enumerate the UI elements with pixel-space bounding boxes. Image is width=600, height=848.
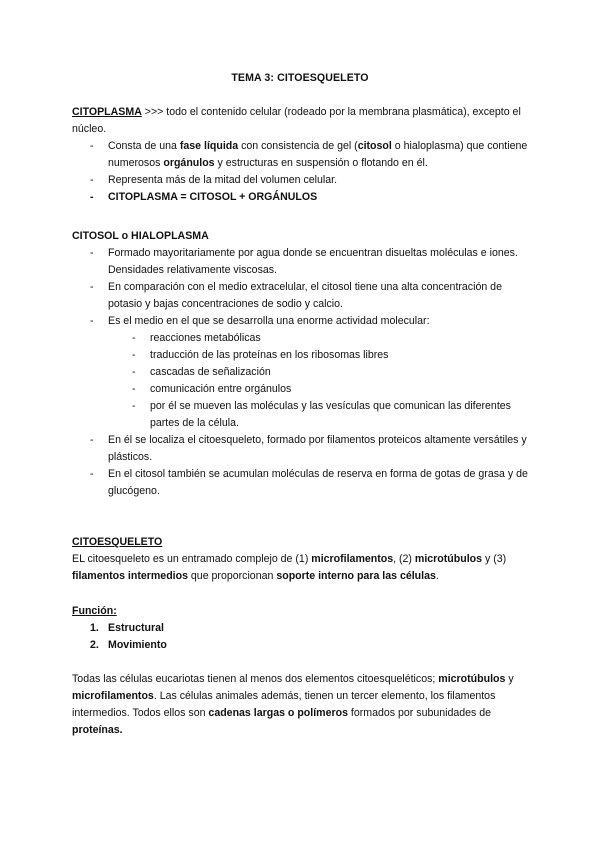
citoplasma-intro: CITOPLASMA >>> todo el contenido celular (rodeado por la membrana plasmática), excepto el núcleo. bbox=[72, 106, 521, 135]
citoesqueleto-paragraph: EL citoesqueleto es un entramado complejo de (1) microfilamentos, (2) microtúbulos y (3) filamentos intermedios que proporcionan soporte interno para las células. bbox=[72, 553, 507, 582]
section-citoesqueleto bbox=[72, 534, 532, 585]
list-item: - cascadas de señalización bbox=[72, 364, 532, 381]
citoplasma-heading: CITOPLASMA bbox=[72, 106, 142, 118]
document-title: TEMA 3: CITOESQUELETO bbox=[231, 72, 369, 84]
section-citoplasma bbox=[72, 104, 532, 206]
section-funcion bbox=[72, 603, 532, 654]
citoesqueleto-heading: CITOESQUELETO bbox=[72, 536, 163, 548]
citosol-list-2 bbox=[72, 432, 532, 500]
section-citosol bbox=[72, 228, 532, 500]
list-item: 2. Movimiento bbox=[90, 639, 167, 651]
list-item: - CITOPLASMA = CITOSOL + ORGÁNULOS bbox=[72, 189, 532, 206]
funcion-list bbox=[72, 620, 532, 654]
citosol-list bbox=[72, 245, 532, 330]
section-final bbox=[72, 671, 532, 739]
list-item: - En comparación con el medio extracelular, el citosol tiene una alta concentración de potasio y bajas concentraciones de sodio y calcio. bbox=[72, 279, 532, 313]
list-item: - Es el medio en el que se desarrolla una enorme actividad molecular: bbox=[72, 313, 532, 330]
list-item: - Formado mayoritariamente por agua donde se encuentran disueltas moléculas e iones. Densidades relativamente viscosas. bbox=[72, 245, 532, 279]
list-item: - reacciones metabólicas bbox=[72, 330, 532, 347]
citoplasma-list bbox=[72, 138, 532, 206]
list-item: - En él se localiza el citoesqueleto, formado por filamentos proteicos altamente versátiles y plásticos. bbox=[72, 432, 532, 466]
list-item: - comunicación entre orgánulos bbox=[72, 381, 532, 398]
list-item: - Representa más de la mitad del volumen celular. bbox=[72, 172, 532, 189]
citosol-heading: CITOSOL o HIALOPLASMA bbox=[72, 230, 209, 242]
citosol-sublist bbox=[72, 330, 532, 432]
list-item: 1. Estructural bbox=[90, 622, 164, 634]
list-item: - En el citosol también se acumulan moléculas de reserva en forma de gotas de grasa y de glucógeno. bbox=[72, 466, 532, 500]
final-paragraph: Todas las células eucariotas tienen al menos dos elementos citoesqueléticos; microtúbulos y microfilamentos. Las células animales además, tienen un tercer elemento, los filamentos intermedios. Todos ellos son cadenas largas o polímeros formados por subunidades de proteínas. bbox=[72, 673, 514, 736]
list-item: - Consta de una fase líquida con consistencia de gel (citosol o hialoplasma) que contiene numerosos orgánulos y estructuras en suspensión o flotando en él. bbox=[72, 138, 532, 172]
list-item: - traducción de las proteínas en los ribosomas libres bbox=[72, 347, 532, 364]
funcion-heading: Función: bbox=[72, 605, 117, 617]
list-item: - por él se mueven las moléculas y las vesículas que comunican las diferentes partes de la célula. bbox=[72, 398, 532, 432]
